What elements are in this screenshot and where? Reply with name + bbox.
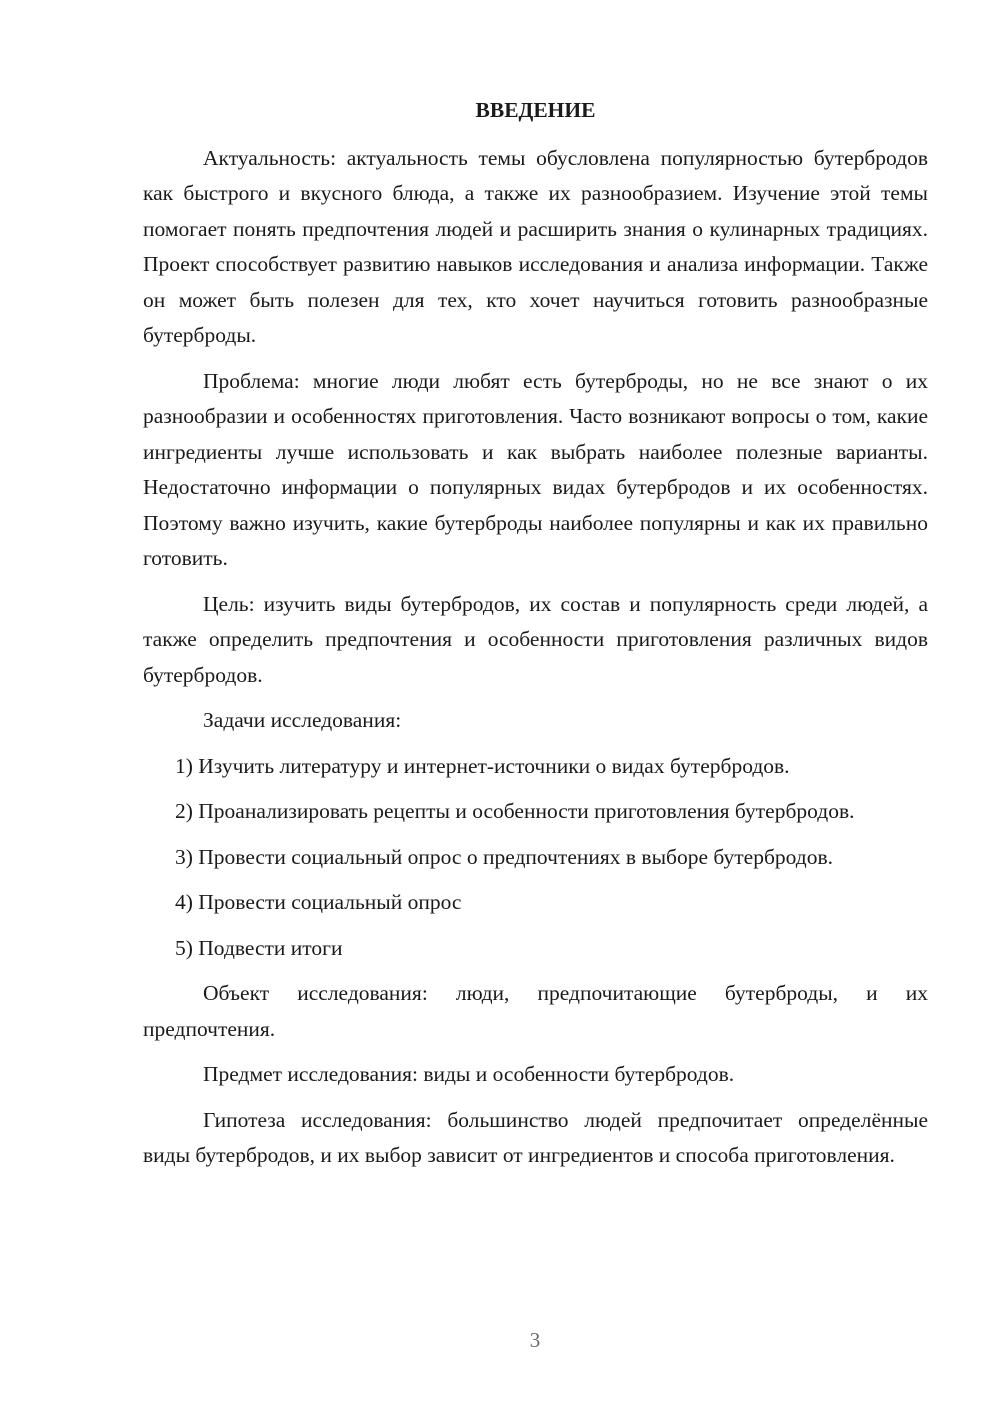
subject-paragraph: Предмет исследования: виды и особенности бутербродов. <box>203 1062 735 1086</box>
goal-paragraph: Цель: изучить виды бутербродов, их состав и популярность среди людей, а также определить предпочтения и особенности приготовления различных видов бутербродов. <box>143 591 928 687</box>
object-paragraph: Объект исследования: люди, предпочитающие бутерброды, и их предпочтения. <box>143 981 928 1041</box>
relevance-paragraph: Актуальность: актуальность темы обусловлена популярностью бутербродов как быстрого и вкусного блюда, а также их разнообразием. Изучение этой темы помогает понять предпочтения людей и расширить знания о кулинарных традициях. Проект способствует развитию навыков исследования и анализа информации. Также он может быть полезен для тех, кто хочет научиться готовить разнообразные бутерброды. <box>143 145 928 347</box>
problem-paragraph: Проблема: многие люди любят есть бутерброды, но не все знают о их разнообразии и особенностях приготовления. Часто возникают вопросы о том, какие ингредиенты лучше использовать и как выбрать наиболее полезные варианты. Недостаточно информации о популярных видах бутербродов и их особенностях. Поэтому важно изучить, какие бутерброды наиболее популярны и как их правильно готовить. <box>143 368 928 570</box>
task-item-4: 4) Провести социальный опрос <box>175 890 462 914</box>
section-heading: ВВЕДЕНИЕ <box>475 98 596 122</box>
task-item-3: 3) Провести социальный опрос о предпочтениях в выборе бутербродов. <box>175 844 833 869</box>
tasks-heading: Задачи исследования: <box>203 708 402 732</box>
document-page <box>143 93 928 1184</box>
page-number: 3 <box>529 1328 541 1352</box>
task-item-5: 5) Подвести итоги <box>175 935 343 960</box>
task-item-2: 2) Проанализировать рецепты и особенности приготовления бутербродов. <box>175 799 855 823</box>
hypothesis-paragraph: Гипотеза исследования: большинство людей предпочитает определённые виды бутербродов, и их выбор зависит от ингредиентов и способа приготовления. <box>143 1107 928 1167</box>
task-item-1: 1) Изучить литературу и интернет-источники о видах бутербродов. <box>175 753 790 778</box>
